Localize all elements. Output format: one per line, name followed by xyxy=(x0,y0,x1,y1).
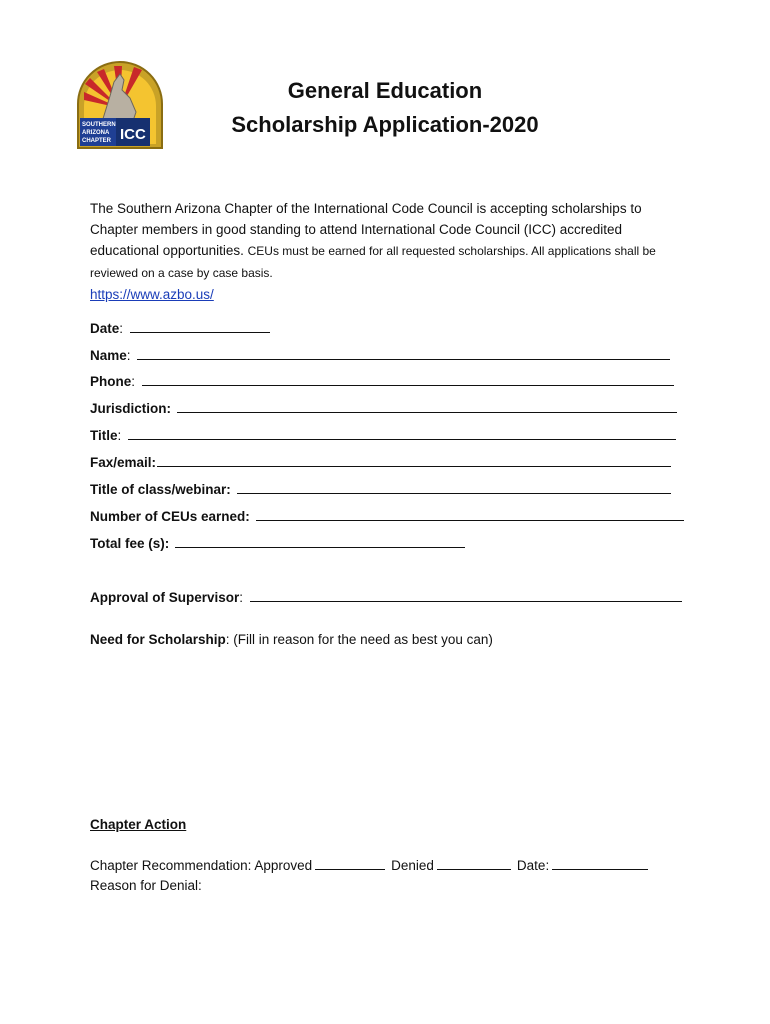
title-colon: : xyxy=(117,428,126,443)
fax-email-field xyxy=(90,448,671,470)
approval-colon: : xyxy=(239,590,247,605)
class-title-input-line[interactable] xyxy=(237,479,671,494)
phone-label: Phone xyxy=(90,374,132,389)
class-title-field xyxy=(90,475,671,497)
jurisdiction-label: Jurisdiction: xyxy=(90,401,172,416)
intro-small-text: CEUs must be earned for all requested scholarships. All applications shall be reviewed on a case by case basis. xyxy=(90,244,656,280)
approved-input-line[interactable] xyxy=(315,857,385,870)
need-hint: : (Fill in reason for the need as best you can) xyxy=(225,632,493,647)
date-input-line[interactable] xyxy=(130,318,270,333)
ceus-input-line[interactable] xyxy=(256,506,684,521)
document-title-line-2: Scholarship Application-2020 xyxy=(231,112,539,137)
title-input-line[interactable] xyxy=(128,425,676,440)
title-field xyxy=(90,421,676,443)
approval-input-line[interactable] xyxy=(250,587,682,602)
chapter-recommendation-row xyxy=(90,857,654,873)
intro-paragraph xyxy=(90,198,690,305)
date-colon: : xyxy=(119,321,127,336)
ceus-field xyxy=(90,502,684,524)
azbo-link[interactable]: https://www.azbo.us/ xyxy=(90,287,214,302)
name-field xyxy=(90,341,670,363)
fax-email-label: Fax/email: xyxy=(90,455,157,470)
denied-label: Denied xyxy=(391,858,434,873)
total-fee-label: Total fee (s): xyxy=(90,536,170,551)
class-title-label: Title of class/webinar: xyxy=(90,482,231,497)
logo-text-icc: ICC xyxy=(120,126,146,143)
date-label: Date xyxy=(90,321,120,336)
phone-input-line[interactable] xyxy=(142,371,674,386)
name-label: Name xyxy=(90,348,127,363)
total-fee-field xyxy=(90,529,465,551)
need-label: Need for Scholarship xyxy=(90,632,226,647)
chapter-date-input-line[interactable] xyxy=(552,857,648,870)
approval-label: Approval of Supervisor xyxy=(90,590,240,605)
logo-text-southern: SOUTHERN xyxy=(82,122,116,128)
date-field xyxy=(90,314,270,336)
logo-text-chapter: CHAPTER xyxy=(82,138,112,144)
logo-text-arizona: ARIZONA xyxy=(82,130,110,136)
name-input-line[interactable] xyxy=(137,345,670,360)
chapter-action-heading: Chapter Action xyxy=(90,817,187,832)
southern-arizona-chapter-icc-logo xyxy=(70,52,170,152)
ceus-label: Number of CEUs earned: xyxy=(90,509,250,524)
jurisdiction-input-line[interactable] xyxy=(177,398,677,413)
approval-field xyxy=(90,583,682,605)
intro-text: The Southern Arizona Chapter of the International Code Council is accepting scholarships to Chapter members in good standing to attend International Code Council (ICC) accredited educational opportunities. xyxy=(90,201,642,258)
phone-field xyxy=(90,367,674,389)
need-for-scholarship xyxy=(90,632,493,647)
title-label: Title xyxy=(90,428,118,443)
chapter-date-label: Date: xyxy=(516,858,550,873)
name-colon: : xyxy=(126,348,135,363)
jurisdiction-field xyxy=(90,394,677,416)
denied-input-line[interactable] xyxy=(437,857,511,870)
reason-for-denial-label: Reason for Denial: xyxy=(90,878,202,893)
phone-colon: : xyxy=(131,374,139,389)
fax-email-input-line[interactable] xyxy=(157,452,671,467)
chapter-recommendation-label: Chapter Recommendation: Approved xyxy=(90,858,313,873)
total-fee-input-line[interactable] xyxy=(175,533,465,548)
document-title-line-1: General Education xyxy=(287,78,483,103)
